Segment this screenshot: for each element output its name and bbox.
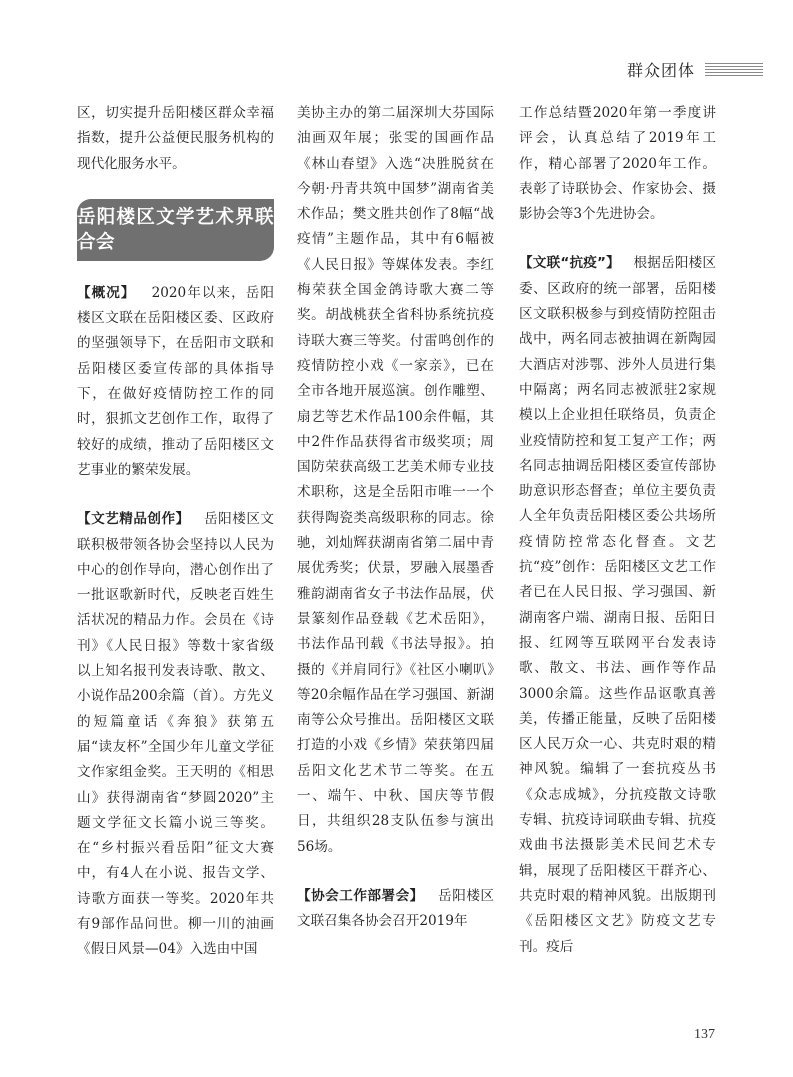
page-number: 137 [694, 1027, 715, 1042]
running-header [627, 58, 763, 81]
paragraph: 工作总结暨2020年第一季度讲评会，认真总结了2019年工作，精心部署了2020年工作。表彰了诗联协会、作家协会、摄影协会等3个先进协会。 [519, 105, 716, 223]
column-1 [77, 101, 274, 963]
paragraph-heading: 【协会工作部署会】 [297, 887, 424, 904]
section-title: 群众团体 [626, 61, 695, 80]
column-2 [297, 101, 494, 935]
paragraph [519, 251, 716, 959]
section-banner: 岳阳楼区文学艺术界联合会 [77, 199, 274, 261]
paragraph-heading: 【文艺精品创作】 [77, 511, 190, 528]
paragraph: 美协主办的第二届深圳大芬国际油画双年展；张雯的国画作品《林山春望》入选“决胜脱贫在今朝·丹青共筑中国梦”湖南省美术作品；樊文胜共创作了8幅“战疫情”主题作品，其中有6幅被《人民日报》等媒体发表。李红梅荣获全国金鸽诗歌大赛二等奖。胡战桃获全省科协系统抗疫诗联大赛三等奖。付雷鸣创作的疫情防控小戏《一家亲》，已在全市各地开展巡演。创作雕塑、扇艺等艺术作品100余件幅，其中2件作品获得省市级奖项；周国防荣获高级工艺美术师专业技术职称，这是全岳阳市唯一一个获得陶瓷类高级职称的同志。徐驰，刘灿辉获湖南省第二届中青展优秀奖；伏景，罗融入展墨香雅韵湖南省女子书法作品展，伏景篆刻作品登载《艺术岳阳》，书法作品刊载《书法导报》。拍摄的《并肩同行》《社区小喇叭》等20余幅作品在学习强国、新湖南等公众号推出。岳阳楼区文联打造的小戏《乡情》荣获第四届岳阳文化艺术节二等奖。在五一、端午、中秋、国庆等节假日，共组织28支队伍参与演出56场。 [297, 105, 494, 855]
column-3 [519, 101, 716, 960]
paragraph [77, 507, 274, 962]
paragraph: 区，切实提升岳阳楼区群众幸福指数，提升公益便民服务机构的现代化服务水平。 [77, 105, 274, 172]
paragraph-text: 岳阳楼区文联召集各协会召开2019年 [297, 887, 495, 930]
header-decoration [705, 63, 763, 77]
paragraph [297, 884, 494, 935]
paragraph-text: 2020年以来，岳阳楼区文联在岳阳楼区委、区政府的坚强领导下，在岳阳市文联和岳阳楼区委宣传部的具体指导下，在做好疫情防控工作的同时，狠抓文艺创作工作，取得了较好的成绩，推动了岳阳楼区文艺事业的繁荣发展。 [77, 284, 274, 478]
paragraph-heading: 【概况】 [77, 284, 136, 301]
paragraph-heading: 【文联“抗疫”】 [519, 255, 620, 272]
paragraph-text: 根据岳阳楼区委、区政府的统一部署，岳阳楼区文联积极参与到疫情防控阻击战中，两名同志被抽调在新陶园大酒店对涉鄂、涉外人员进行集中隔离；两名同志被派驻2家规模以上企业担任联络员，负责企业疫情防控和复工复产工作；两名同志抽调岳阳楼区委宣传部协助意识形态督查；单位主要负责人全年负责岳阳楼区委公共场所疫情防控常态化督查。文艺抗“疫”创作：岳阳楼区文艺工作者已在人民日报、学习强国、新湖南客户端、湖南日报、岳阳日报、红网等互联网平台发表诗歌、散文、书法、画作等作品3000余篇。这些作品讴歌真善美，传播正能量，反映了岳阳楼区人民万众一心、共克时艰的精神风貌。编辑了一套抗疫丛书《众志成城》，分抗疫散文诗歌专辑、抗疫诗词联曲专辑、抗疫戏曲书法摄影美术民间艺术专辑，展现了岳阳楼区干群齐心、共克时艰的精神风貌。出版期刊《岳阳楼区文艺》防疫文艺专刊。疫后 [519, 255, 717, 955]
paragraph [77, 281, 274, 483]
paragraph-text: 岳阳楼区文联积极带领各协会坚持以人民为中心的创作导向，潜心创作出了一批讴歌新时代，反映老百姓生活状况的精品力作。会员在《诗刊》《人民日报》等数十家省级以上知名报刊发表诗歌、散文、小说作品200余篇（首）。方先义的短篇童话《奔狼》获第五届“读友杯”全国少年儿童文学征文作家组金奖。王天明的《相思山》获得湖南省“梦圆2020”主题文学征文长篇小说三等奖。在“乡村振兴看岳阳”征文大赛中，有4人在小说、报告文学、诗歌方面获一等奖。2020年共有9部作品问世。柳一川的油画《假日风景—04》入选由中国 [77, 511, 275, 958]
